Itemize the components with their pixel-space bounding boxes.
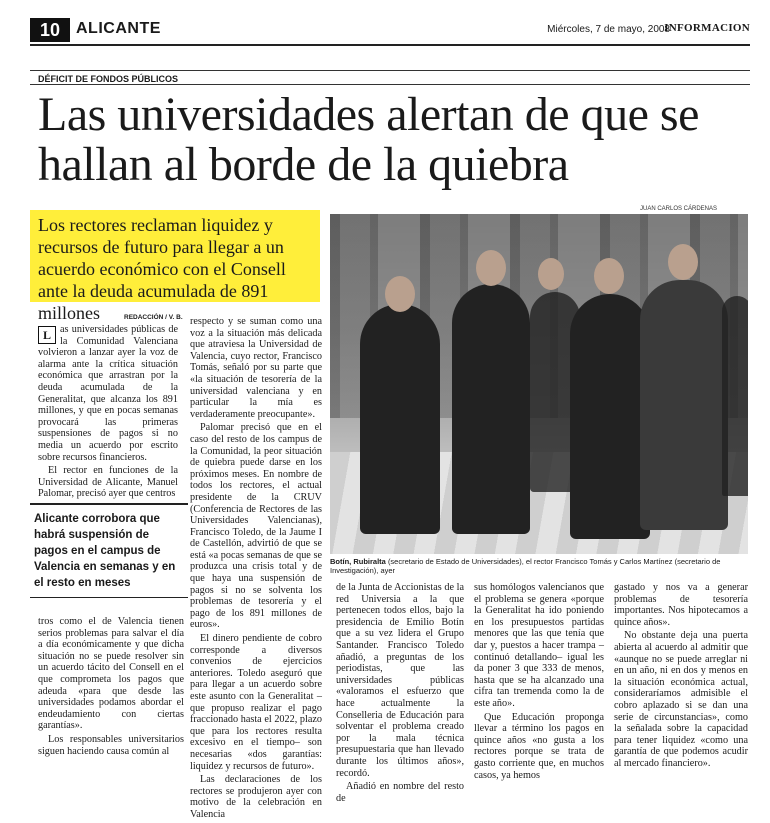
article-column-2: [190, 316, 322, 823]
caption-text: (secretario de Estado de Universidades), el rector Francisco Tomás y Carlos Martínez (secretario de Investigación), ayer: [330, 557, 721, 575]
paragraph-text: as universidades públicas de la Comunidad Valenciana volvieron a lanzar ayer la voz de alarma ante la crítica situación económica que arrastran por la deuda acumulada de la Generalitat, que alcanza los 891 millones, y que en pocas semanas provocará las primeras suspensiones de pagos si no media un acuerdo por escrito sobre recursos financieros.: [38, 324, 178, 463]
issue-date: Miércoles, 7 de mayo, 2008: [547, 24, 670, 35]
caption-lead: Botín, Rubiralta: [330, 557, 386, 566]
person-head: [538, 258, 564, 290]
article-column-1-continued: [38, 616, 184, 759]
kicker-rule-bottom: [30, 84, 750, 85]
person-figure: [452, 284, 530, 534]
paragraph: No obstante deja una puerta abierta al acuerdo al admitir que «aunque no se puede arreglar ni en un año, ni en dos y menos en la situación económica actual, consideraríamos admisible el cobro aplazado si se dan una serie de circunstancias», como la señalada sobre la capacidad para tener liquidez «como una garantía de que podemos acudir al mercado financiero».: [614, 630, 748, 769]
paragraph: respecto y se suman como una voz a la situación más delicada que atraviesa la Universidad de Valencia, cuyo rector, Francisco Tomás, señaló por su parte que «la situación de tesorería de la universidad valenciana y en particular la mía es verdaderamente preocupante».: [190, 316, 322, 420]
photo-credit: JUAN CARLOS CÁRDENAS: [640, 206, 718, 212]
kicker-rule-top: [30, 70, 750, 71]
person-head: [476, 250, 506, 286]
page-number: 10: [30, 18, 70, 42]
person-figure: [722, 296, 748, 496]
paragraph: Las declaraciones de los rectores se produjeron ayer con motivo de la celebración en Valencia: [190, 774, 322, 820]
article-column-4: [474, 582, 604, 783]
article-column-1: [38, 324, 178, 502]
newspaper-name: INFORMACION: [664, 22, 750, 34]
person-figure: [570, 294, 650, 539]
paragraph: Que Educación proponga llevar a término los pagos en quince años «no gusta a los rectores porque se trata de gasto corriente que, en muchos casos, ya hemos: [474, 711, 604, 781]
person-figure: [640, 280, 728, 530]
photo-caption: [330, 557, 750, 575]
paragraph: El dinero pendiente de cobro corresponde a diversos convenios de ejercicios anteriores. Toledo aseguró que para llegar a un acuerdo sobre este asunto con la Generalitat –que propuso realizar el pago fraccionado hasta el 2022, plazo que para los rectores resulta excesivo en el tiempo– son necesarias «dos garantías: liquidez y recursos de futuro».: [190, 633, 322, 772]
paragraph: gastado y nos va a generar problemas de tesorería importantes. Nos hipotecamos a quince años».: [614, 582, 748, 628]
paragraph: Añadió en nombre del resto de: [336, 781, 464, 804]
news-photo: [330, 214, 748, 554]
person-head: [385, 276, 415, 312]
paragraph: de la Junta de Accionistas de la red Universia a la que pertenecen todos ellos, bajo la presidencia de Emilio Botín que a su vez lidera el Grupo Santander. Francisco Toledo añadió, a preguntas de los periodistas, que las universidades públicas «valoramos el esfuerzo que hace actualmente la Conselleria de Educación para solventar el problema creado por la mala técnica presupuestaria que han llevado durante los últimos años», recordó.: [336, 582, 464, 779]
paragraph: El rector en funciones de la Universidad de Alicante, Manuel Palomar, precisó ayer que centros: [38, 465, 178, 500]
person-head: [668, 244, 698, 280]
paragraph: sus homólogos valencianos que el problema se genera «porque la Generalitat ha ido poniendo en los presupuestos partidas menores que las que tenía que dar y, puestos a hacer trampa –continuó detallando– igual les da poner 3 que 333 de menos, hasta que se ha alcanzado una cifra tan tremenda como la de este año».: [474, 582, 604, 709]
paragraph: Los responsables universitarios siguen haciendo causa común al: [38, 733, 184, 757]
article-column-5: [614, 582, 748, 772]
pull-quote: Alicante corrobora que habrá suspensión de pagos en el campus de Valencia en semanas y en el resto en meses: [30, 503, 188, 598]
person-head: [594, 258, 624, 294]
byline: REDACCIÓN / V. B.: [124, 314, 183, 321]
subheadline: Los rectores reclaman liquidez y recursos de futuro para llegar a un acuerdo económico con el Consell ante la deuda acumulada de 891 millones: [30, 210, 320, 302]
kicker: DÉFICIT DE FONDOS PÚBLICOS: [38, 74, 179, 84]
dropcap: L: [38, 326, 56, 344]
person-figure: [360, 304, 440, 534]
section-name: ALICANTE: [76, 20, 161, 37]
paragraph: Palomar precisó que en el caso del resto de los campus de la Comunidad, la peor situación de quiebra puede darse en los próximos meses. En nombre de todos los rectores, el actual presidente de la CRUV (Conferencia de Rectores de las Universidades Valencianas), Francisco Toledo, de la Jaume I de Castellón, advirtió de que se está «a pocas semanas de que se produzca una crisis total y de que haya una suspensión de pagos si no se solventa los problemas de tesorería y el pago de los 891 millones de euros».: [190, 422, 322, 631]
paragraph: tros como el de Valencia tienen serios problemas para salvar el día a día económicamente y que dicha situación no se puede resolver sin un acuerdo tácito del Consell en el que comprometa los pagos que adeuda «para que desde las universidades podamos abordar el endeudamiento con ciertas garantías».: [38, 616, 184, 732]
paragraph: [38, 324, 178, 463]
article-column-3: [336, 582, 464, 806]
headline: Las universidades alertan de que se hallan al borde de la quiebra: [38, 88, 699, 191]
page-header: [30, 18, 750, 46]
